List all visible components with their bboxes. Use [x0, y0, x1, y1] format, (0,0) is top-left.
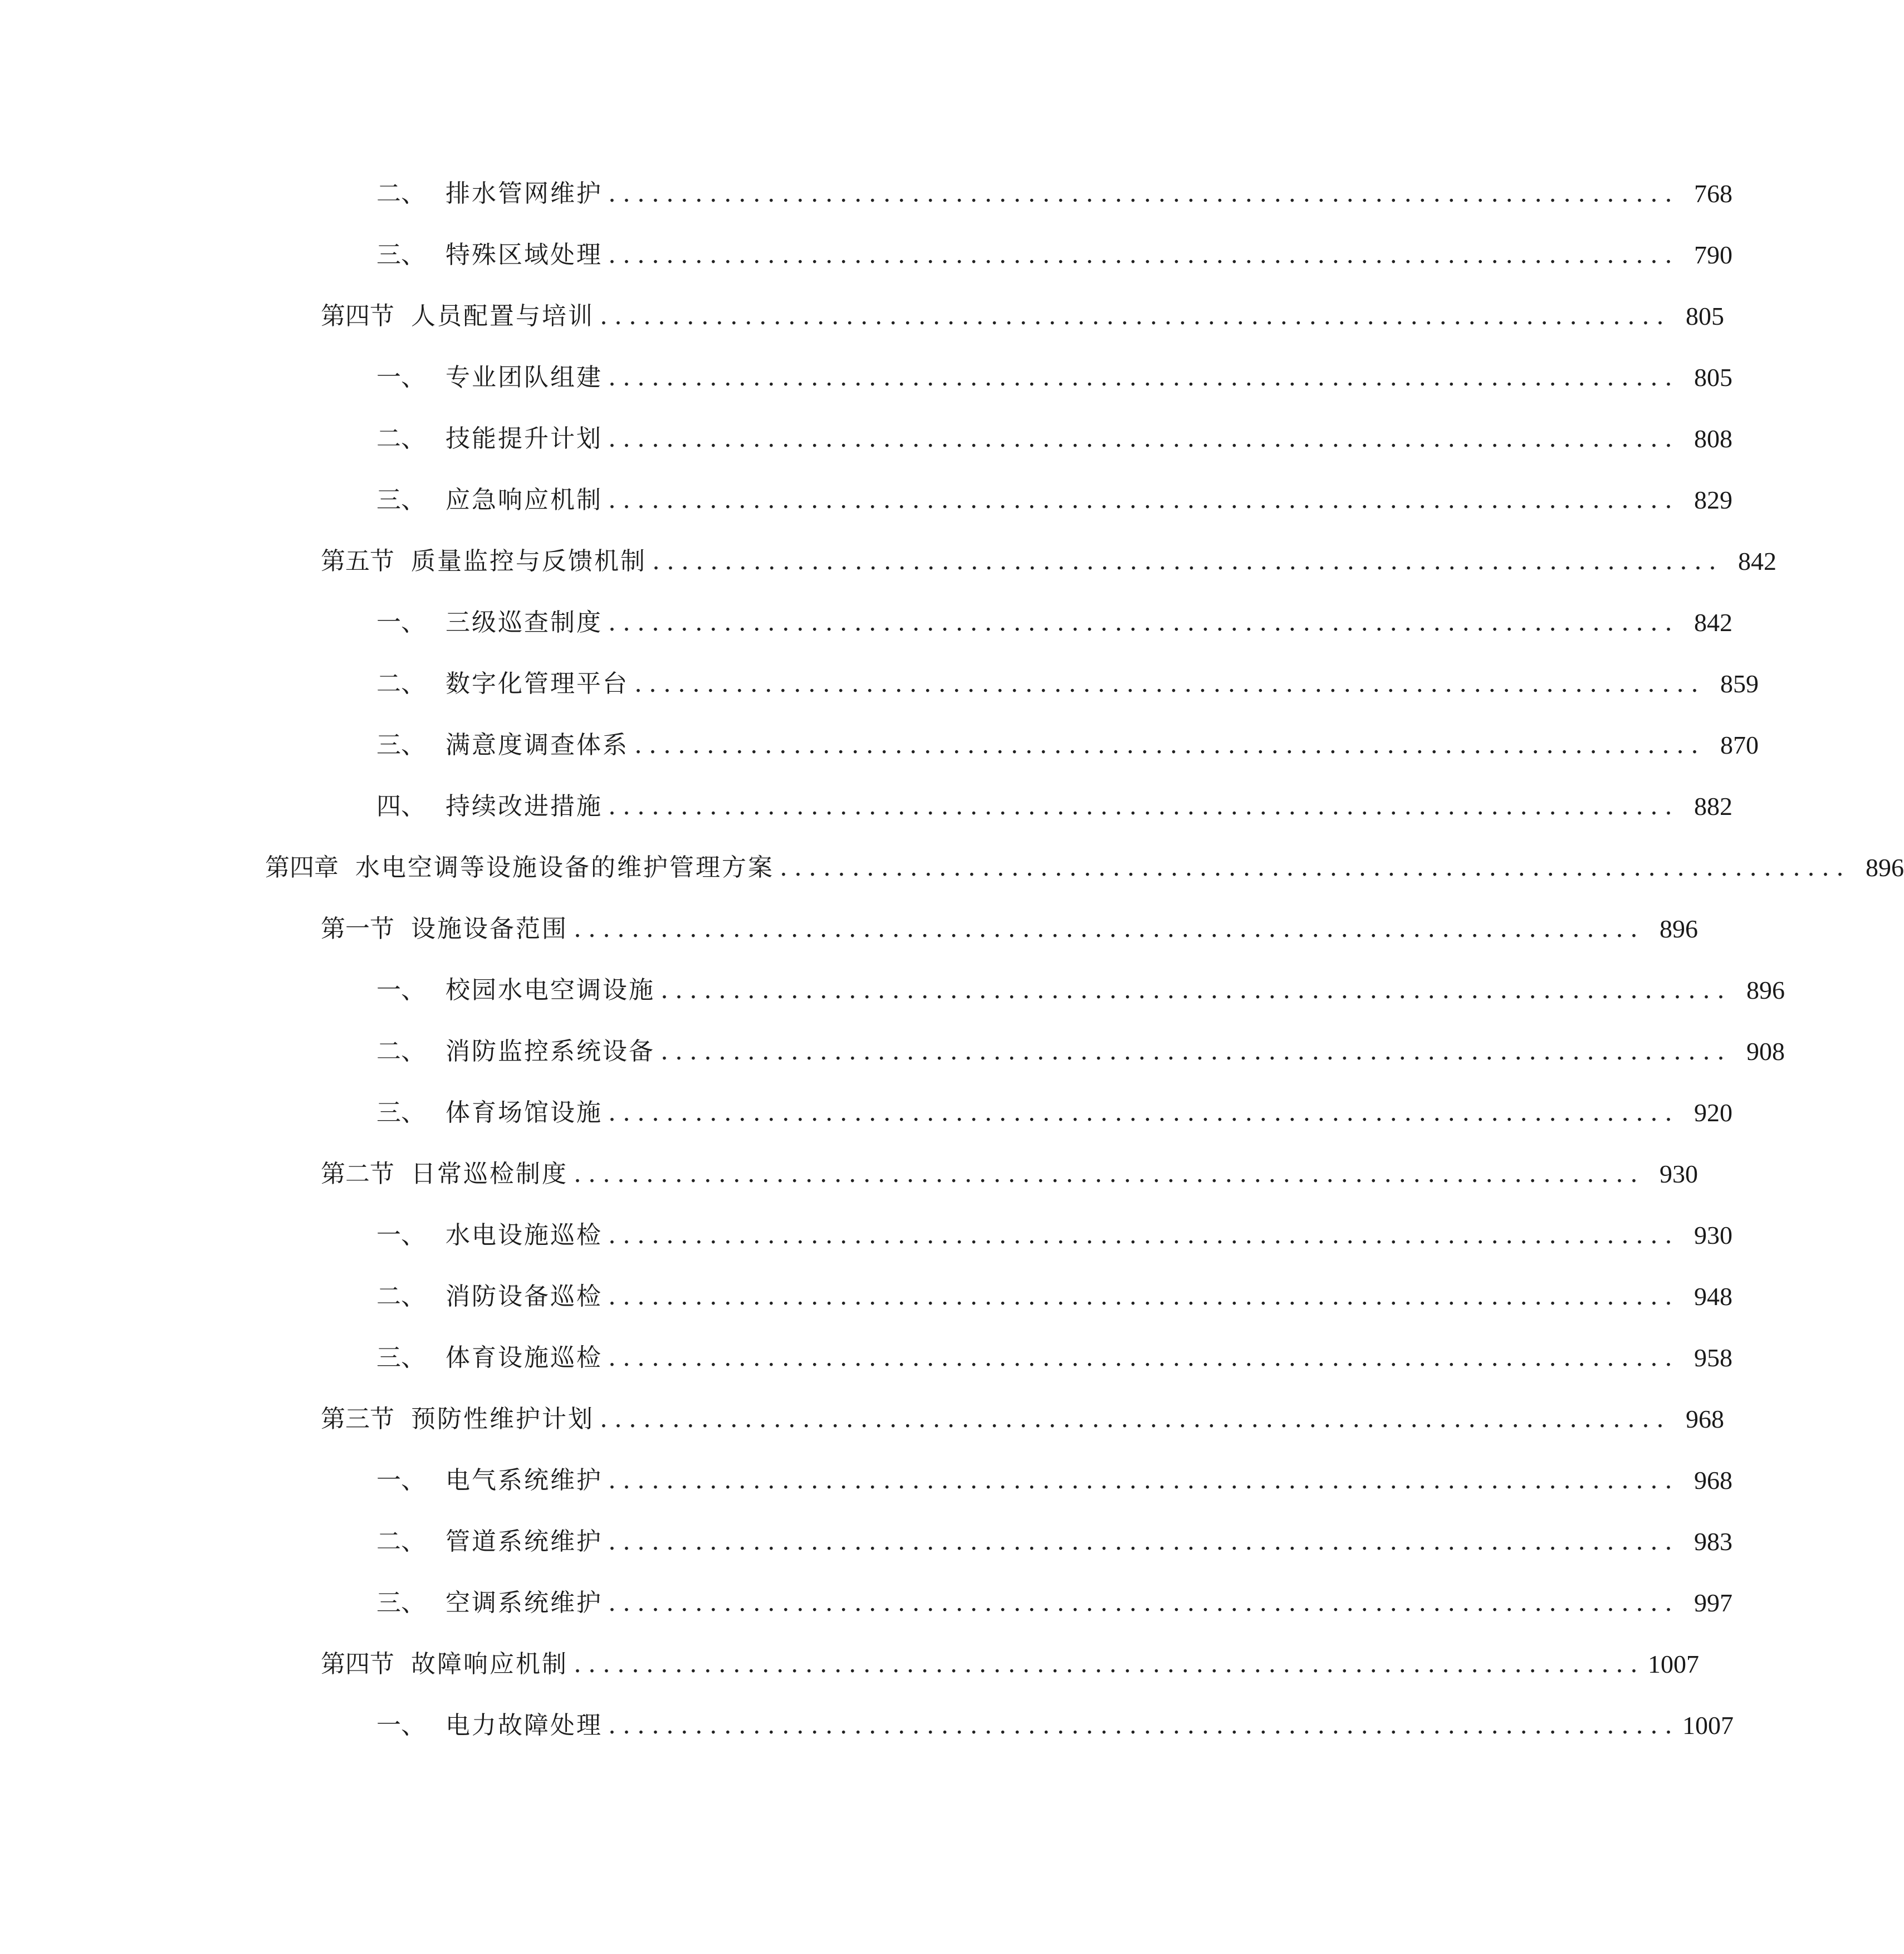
toc-dot-leader: ..........................................................................	[660, 976, 1731, 1004]
toc-entry-number: 第三节	[321, 1405, 394, 1433]
toc-entry-page: 1007	[1682, 1711, 1734, 1740]
toc-entry-title: 水电空调等设施设备的维护管理方案	[355, 853, 774, 882]
toc-entry-number: 三、	[376, 1098, 425, 1127]
toc-entry[interactable]	[376, 1461, 1732, 1500]
toc-dot-leader: ..........................................................................	[608, 1098, 1679, 1127]
toc-entry-page: 896	[1660, 915, 1698, 943]
toc-entry-page: 808	[1694, 424, 1732, 453]
toc-entry[interactable]	[376, 726, 1759, 765]
toc-dot-leader: ..........................................................................	[608, 486, 1679, 514]
toc-dot-leader: ..........................................................................	[608, 608, 1679, 637]
toc-entry-title: 管道系统维护	[446, 1527, 603, 1556]
toc-entry[interactable]	[265, 848, 1904, 887]
toc-entry-title: 消防监控系统设备	[446, 1037, 655, 1066]
toc-entry-page: 983	[1694, 1527, 1732, 1556]
toc-dot-leader: ..........................................................................	[608, 1527, 1679, 1556]
toc-entry-page: 1007	[1648, 1650, 1699, 1678]
toc-entry[interactable]	[376, 603, 1732, 642]
toc-dot-leader: ..........................................................................	[780, 853, 1851, 882]
toc-entry-title: 电气系统维护	[446, 1466, 603, 1494]
toc-entry[interactable]	[376, 1093, 1732, 1132]
toc-entry-title: 满意度调查体系	[446, 731, 629, 759]
toc-entry-number: 第四节	[321, 1650, 394, 1678]
toc-entry-number: 第四节	[321, 302, 394, 330]
toc-dot-leader: ..........................................................................	[608, 179, 1679, 208]
toc-dot-leader: ..........................................................................	[608, 1221, 1679, 1249]
toc-entry[interactable]	[321, 910, 1698, 949]
toc-dot-leader: ..........................................................................	[608, 241, 1679, 269]
toc-entry[interactable]	[376, 1584, 1732, 1623]
toc-dot-leader: ..........................................................................	[574, 1160, 1644, 1188]
toc-dot-leader: ..........................................................................	[608, 1282, 1679, 1311]
toc-entry-number: 二、	[376, 670, 425, 698]
toc-entry-title: 水电设施巡检	[446, 1221, 603, 1249]
toc-entry-title: 消防设备巡检	[446, 1282, 603, 1311]
toc-entry-number: 四、	[376, 792, 425, 820]
toc-entry[interactable]	[321, 1155, 1698, 1194]
toc-dot-leader: ..........................................................................	[608, 1344, 1679, 1372]
toc-dot-leader: ..........................................................................	[600, 1405, 1671, 1433]
toc-dot-leader: ..........................................................................	[574, 915, 1644, 943]
toc-entry[interactable]	[376, 419, 1732, 458]
toc-entry-number: 二、	[376, 1282, 425, 1311]
toc-entry-page: 829	[1694, 486, 1732, 514]
toc-entry-page: 805	[1694, 363, 1732, 392]
toc-entry[interactable]	[376, 358, 1732, 397]
toc-entry-page: 930	[1660, 1160, 1698, 1188]
toc-entry-title: 人员配置与培训	[411, 302, 594, 330]
toc-entry-title: 体育设施巡检	[446, 1344, 603, 1372]
toc-entry-number: 一、	[376, 608, 425, 637]
toc-entry[interactable]	[321, 1400, 1724, 1439]
toc-entry-title: 预防性维护计划	[411, 1405, 594, 1433]
toc-entry[interactable]	[376, 481, 1732, 520]
toc-entry-title: 专业团队组建	[446, 363, 603, 392]
toc-entry-number: 二、	[376, 179, 425, 208]
toc-entry-number: 一、	[376, 976, 425, 1004]
toc-entry-page: 948	[1694, 1282, 1732, 1311]
toc-entry-page: 896	[1746, 976, 1785, 1004]
toc-entry[interactable]	[376, 1339, 1732, 1377]
toc-dot-leader: ..........................................................................	[608, 1589, 1679, 1617]
toc-entry-title: 质量监控与反馈机制	[411, 547, 647, 575]
toc-entry-title: 特殊区域处理	[446, 241, 603, 269]
toc-entry[interactable]	[376, 1032, 1785, 1071]
toc-entry-number: 一、	[376, 363, 425, 392]
toc-entry-title: 日常巡检制度	[411, 1160, 568, 1188]
toc-entry-title: 持续改进措施	[446, 792, 603, 820]
toc-entry-page: 997	[1694, 1589, 1732, 1617]
toc-entry-title: 设施设备范围	[411, 915, 568, 943]
toc-entry-page: 859	[1720, 670, 1759, 698]
toc-entry-title: 排水管网维护	[446, 179, 603, 208]
toc-dot-leader: ..........................................................................	[608, 792, 1679, 820]
toc-entry-number: 一、	[376, 1711, 425, 1740]
toc-entry-number: 第四章	[265, 853, 339, 882]
toc-entry-title: 电力故障处理	[446, 1711, 603, 1740]
toc-entry-page: 790	[1694, 241, 1732, 269]
toc-entry-page: 870	[1720, 731, 1759, 759]
toc-entry-number: 二、	[376, 424, 425, 453]
toc-entry[interactable]	[376, 1522, 1732, 1561]
toc-entry-number: 二、	[376, 1037, 425, 1066]
toc-entry-page: 968	[1686, 1405, 1724, 1433]
toc-entry-number: 第二节	[321, 1160, 394, 1188]
toc-entry-title: 三级巡查制度	[446, 608, 603, 637]
toc-entry-page: 882	[1694, 792, 1732, 820]
toc-entry[interactable]	[376, 174, 1732, 213]
toc-entry[interactable]	[376, 1706, 1734, 1745]
toc-entry-number: 第五节	[321, 547, 394, 575]
toc-dot-leader: ..........................................................................	[608, 363, 1679, 392]
toc-entry-page: 768	[1694, 179, 1732, 208]
toc-dot-leader: ..........................................................................	[608, 1711, 1679, 1740]
toc-entry-number: 三、	[376, 1344, 425, 1372]
toc-entry[interactable]	[376, 665, 1759, 704]
toc-entry-page: 968	[1694, 1466, 1732, 1494]
toc-entry-number: 三、	[376, 1589, 425, 1617]
toc-entry[interactable]	[321, 1645, 1699, 1684]
toc-entry-page: 842	[1694, 608, 1732, 637]
toc-dot-leader: ..........................................................................	[634, 731, 1705, 759]
toc-dot-leader: ..........................................................................	[660, 1037, 1731, 1066]
toc-entry-page: 958	[1694, 1344, 1732, 1372]
toc-entry-number: 一、	[376, 1221, 425, 1249]
toc-entry-title: 校园水电空调设施	[446, 976, 655, 1004]
toc-entry-page: 930	[1694, 1221, 1732, 1249]
toc-dot-leader: ..........................................................................	[600, 302, 1671, 330]
toc-entry-number: 二、	[376, 1527, 425, 1556]
toc-entry-title: 数字化管理平台	[446, 670, 629, 698]
toc-entry-page: 896	[1866, 853, 1904, 882]
toc-dot-leader: ..........................................................................	[574, 1650, 1644, 1678]
toc-dot-leader: ..........................................................................	[608, 1466, 1679, 1494]
toc-dot-leader: ..........................................................................	[608, 424, 1679, 453]
toc-entry[interactable]	[376, 236, 1732, 275]
toc-entry-number: 三、	[376, 486, 425, 514]
toc-entry[interactable]	[321, 542, 1776, 581]
toc-entry-page: 805	[1686, 302, 1724, 330]
toc-entry[interactable]	[321, 297, 1724, 336]
toc-entry-title: 故障响应机制	[411, 1650, 568, 1678]
toc-entry-title: 空调系统维护	[446, 1589, 603, 1617]
toc-entry-title: 应急响应机制	[446, 486, 603, 514]
toc-entry-page: 920	[1694, 1098, 1732, 1127]
toc-dot-leader: ..........................................................................	[652, 547, 1723, 575]
toc-entry-page: 842	[1738, 547, 1776, 575]
toc-entry[interactable]	[376, 787, 1732, 826]
toc-entry[interactable]	[376, 971, 1785, 1010]
toc-entry-number: 三、	[376, 241, 425, 269]
toc-entry-title: 技能提升计划	[446, 424, 603, 453]
toc-entry-title: 体育场馆设施	[446, 1098, 603, 1127]
toc-entry[interactable]	[376, 1277, 1732, 1316]
toc-dot-leader: ..........................................................................	[634, 670, 1705, 698]
toc-entry-number: 一、	[376, 1466, 425, 1494]
toc-entry-number: 第一节	[321, 915, 394, 943]
toc-entry[interactable]	[376, 1216, 1732, 1255]
toc-entry-page: 908	[1746, 1037, 1785, 1066]
toc-entry-number: 三、	[376, 731, 425, 759]
